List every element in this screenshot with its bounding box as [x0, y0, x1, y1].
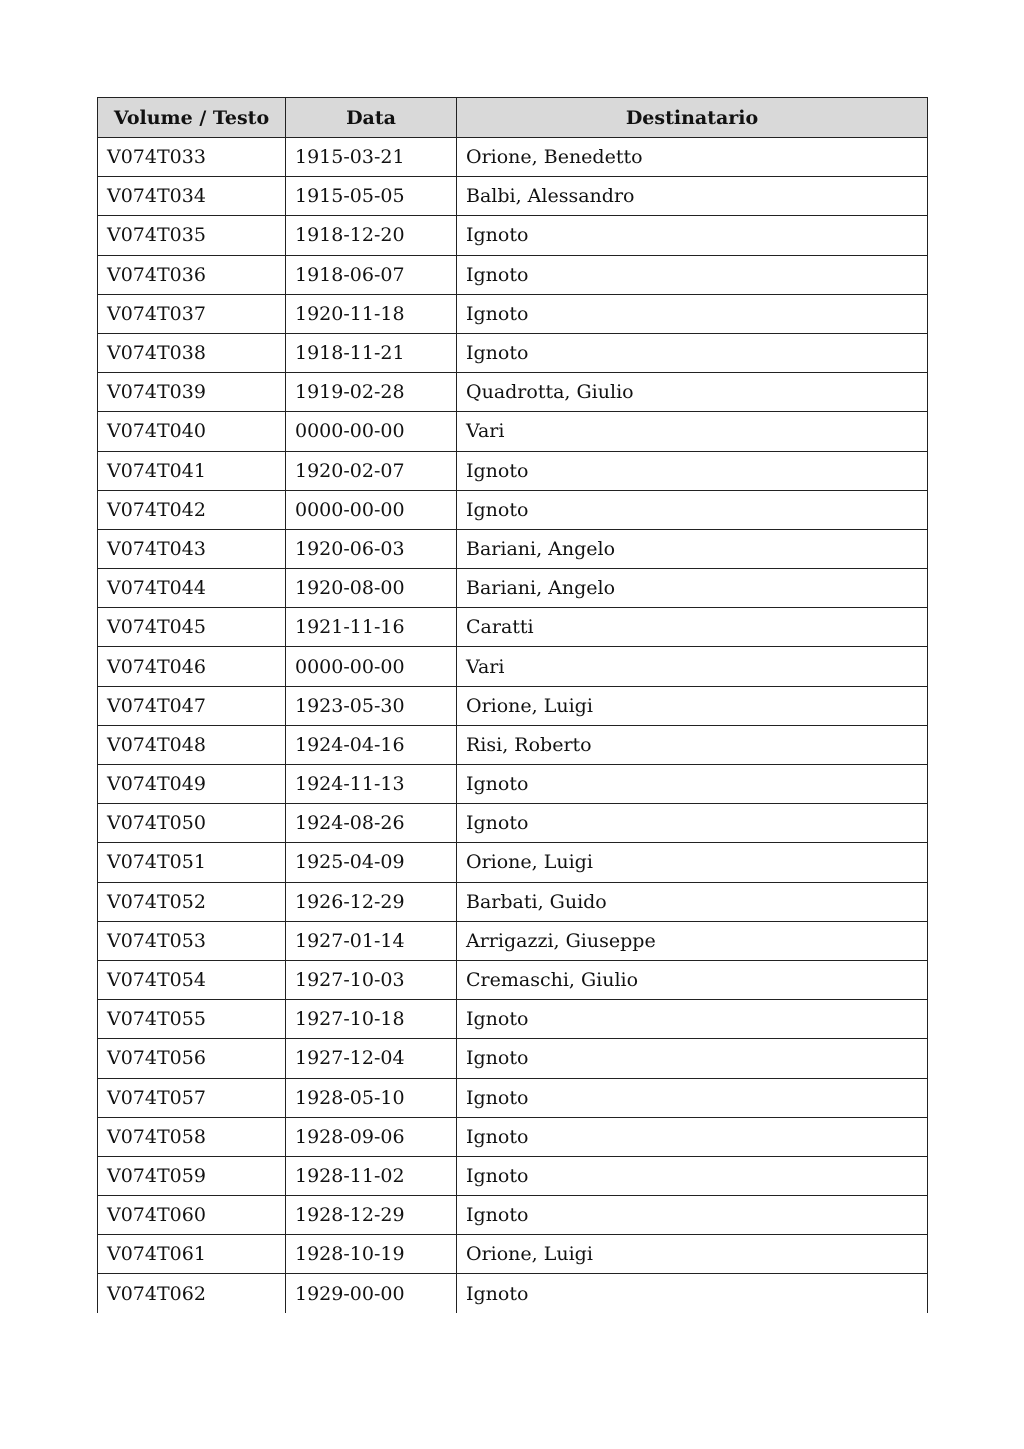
table-row: [98, 373, 928, 412]
cell-volume-testo: V074T036: [98, 255, 286, 294]
cell-destinatario: Ignoto: [457, 1000, 928, 1039]
cell-data: 1920-02-07: [286, 451, 457, 490]
table-row: [98, 882, 928, 921]
table-row: [98, 1156, 928, 1195]
cell-data: 1921-11-16: [286, 608, 457, 647]
table-row: [98, 960, 928, 999]
cell-destinatario: Barbati, Guido: [457, 882, 928, 921]
cell-destinatario: Ignoto: [457, 1156, 928, 1195]
cell-volume-testo: V074T037: [98, 294, 286, 333]
cell-destinatario: Orione, Luigi: [457, 1235, 928, 1274]
cell-volume-testo: V074T052: [98, 882, 286, 921]
cell-destinatario: Ignoto: [457, 1274, 928, 1313]
cell-destinatario: Bariani, Angelo: [457, 569, 928, 608]
cell-destinatario: Ignoto: [457, 294, 928, 333]
cell-data: 0000-00-00: [286, 412, 457, 451]
table-row: [98, 765, 928, 804]
header-row: [98, 98, 928, 138]
cell-destinatario: Caratti: [457, 608, 928, 647]
table-row: [98, 921, 928, 960]
cell-destinatario: Ignoto: [457, 1117, 928, 1156]
table-row: [98, 1000, 928, 1039]
cell-destinatario: Orione, Benedetto: [457, 138, 928, 177]
cell-destinatario: Vari: [457, 412, 928, 451]
table-row: [98, 294, 928, 333]
cell-data: 1927-10-03: [286, 960, 457, 999]
table-row: [98, 1039, 928, 1078]
cell-volume-testo: V074T044: [98, 569, 286, 608]
table-header: [98, 98, 928, 138]
table-row: [98, 686, 928, 725]
table-row: [98, 333, 928, 372]
cell-volume-testo: V074T058: [98, 1117, 286, 1156]
cell-destinatario: Ignoto: [457, 255, 928, 294]
cell-data: 1920-11-18: [286, 294, 457, 333]
cell-data: 1928-09-06: [286, 1117, 457, 1156]
table-row: [98, 177, 928, 216]
cell-data: 1920-08-00: [286, 569, 457, 608]
table-row: [98, 804, 928, 843]
cell-destinatario: Ignoto: [457, 216, 928, 255]
cell-destinatario: Arrigazzi, Giuseppe: [457, 921, 928, 960]
cell-volume-testo: V074T034: [98, 177, 286, 216]
cell-data: 1920-06-03: [286, 529, 457, 568]
cell-destinatario: Vari: [457, 647, 928, 686]
table-row: [98, 1078, 928, 1117]
cell-destinatario: Ignoto: [457, 765, 928, 804]
table-row: [98, 216, 928, 255]
cell-data: 1926-12-29: [286, 882, 457, 921]
cell-data: 1918-12-20: [286, 216, 457, 255]
cell-volume-testo: V074T040: [98, 412, 286, 451]
cell-volume-testo: V074T042: [98, 490, 286, 529]
cell-data: 1924-11-13: [286, 765, 457, 804]
cell-volume-testo: V074T035: [98, 216, 286, 255]
cell-data: 1927-12-04: [286, 1039, 457, 1078]
cell-volume-testo: V074T039: [98, 373, 286, 412]
cell-destinatario: Ignoto: [457, 1196, 928, 1235]
header-destinatario: Destinatario: [457, 98, 928, 138]
cell-data: 1927-10-18: [286, 1000, 457, 1039]
cell-data: 1918-11-21: [286, 333, 457, 372]
table-row: [98, 1235, 928, 1274]
cell-destinatario: Risi, Roberto: [457, 725, 928, 764]
table-row: [98, 1117, 928, 1156]
cell-destinatario: Quadrotta, Giulio: [457, 373, 928, 412]
cell-volume-testo: V074T047: [98, 686, 286, 725]
header-data: Data: [286, 98, 457, 138]
table-row: [98, 843, 928, 882]
cell-volume-testo: V074T056: [98, 1039, 286, 1078]
table-row: [98, 255, 928, 294]
cell-volume-testo: V074T033: [98, 138, 286, 177]
table-body: [98, 138, 928, 1314]
cell-destinatario: Ignoto: [457, 333, 928, 372]
table-row: [98, 569, 928, 608]
letters-table: [97, 97, 928, 1313]
cell-volume-testo: V074T038: [98, 333, 286, 372]
cell-volume-testo: V074T041: [98, 451, 286, 490]
cell-volume-testo: V074T045: [98, 608, 286, 647]
cell-data: 1923-05-30: [286, 686, 457, 725]
cell-volume-testo: V074T061: [98, 1235, 286, 1274]
cell-volume-testo: V074T049: [98, 765, 286, 804]
cell-data: 1928-05-10: [286, 1078, 457, 1117]
table-row: [98, 490, 928, 529]
cell-data: 0000-00-00: [286, 490, 457, 529]
cell-destinatario: Ignoto: [457, 490, 928, 529]
table-row: [98, 647, 928, 686]
table-row: [98, 1274, 928, 1313]
cell-data: 1925-04-09: [286, 843, 457, 882]
cell-data: 1924-04-16: [286, 725, 457, 764]
cell-volume-testo: V074T059: [98, 1156, 286, 1195]
cell-destinatario: Cremaschi, Giulio: [457, 960, 928, 999]
cell-volume-testo: V074T055: [98, 1000, 286, 1039]
cell-volume-testo: V074T046: [98, 647, 286, 686]
cell-destinatario: Orione, Luigi: [457, 686, 928, 725]
cell-data: 1928-10-19: [286, 1235, 457, 1274]
table-row: [98, 1196, 928, 1235]
cell-volume-testo: V074T051: [98, 843, 286, 882]
cell-destinatario: Ignoto: [457, 1078, 928, 1117]
table-row: [98, 608, 928, 647]
cell-data: 1928-12-29: [286, 1196, 457, 1235]
cell-volume-testo: V074T050: [98, 804, 286, 843]
cell-destinatario: Balbi, Alessandro: [457, 177, 928, 216]
cell-data: 1919-02-28: [286, 373, 457, 412]
cell-destinatario: Orione, Luigi: [457, 843, 928, 882]
table-row: [98, 529, 928, 568]
cell-destinatario: Ignoto: [457, 451, 928, 490]
cell-data: 1929-00-00: [286, 1274, 457, 1313]
cell-data: 1924-08-26: [286, 804, 457, 843]
cell-data: 1927-01-14: [286, 921, 457, 960]
cell-volume-testo: V074T060: [98, 1196, 286, 1235]
cell-volume-testo: V074T062: [98, 1274, 286, 1313]
cell-destinatario: Bariani, Angelo: [457, 529, 928, 568]
cell-data: 1928-11-02: [286, 1156, 457, 1195]
cell-volume-testo: V074T048: [98, 725, 286, 764]
table-row: [98, 725, 928, 764]
header-volume-testo: Volume / Testo: [98, 98, 286, 138]
cell-destinatario: Ignoto: [457, 1039, 928, 1078]
cell-data: 1918-06-07: [286, 255, 457, 294]
table-row: [98, 412, 928, 451]
cell-volume-testo: V074T057: [98, 1078, 286, 1117]
cell-destinatario: Ignoto: [457, 804, 928, 843]
cell-volume-testo: V074T043: [98, 529, 286, 568]
cell-data: 1915-03-21: [286, 138, 457, 177]
cell-volume-testo: V074T053: [98, 921, 286, 960]
cell-data: 1915-05-05: [286, 177, 457, 216]
table-row: [98, 451, 928, 490]
cell-volume-testo: V074T054: [98, 960, 286, 999]
cell-data: 0000-00-00: [286, 647, 457, 686]
table-row: [98, 138, 928, 177]
